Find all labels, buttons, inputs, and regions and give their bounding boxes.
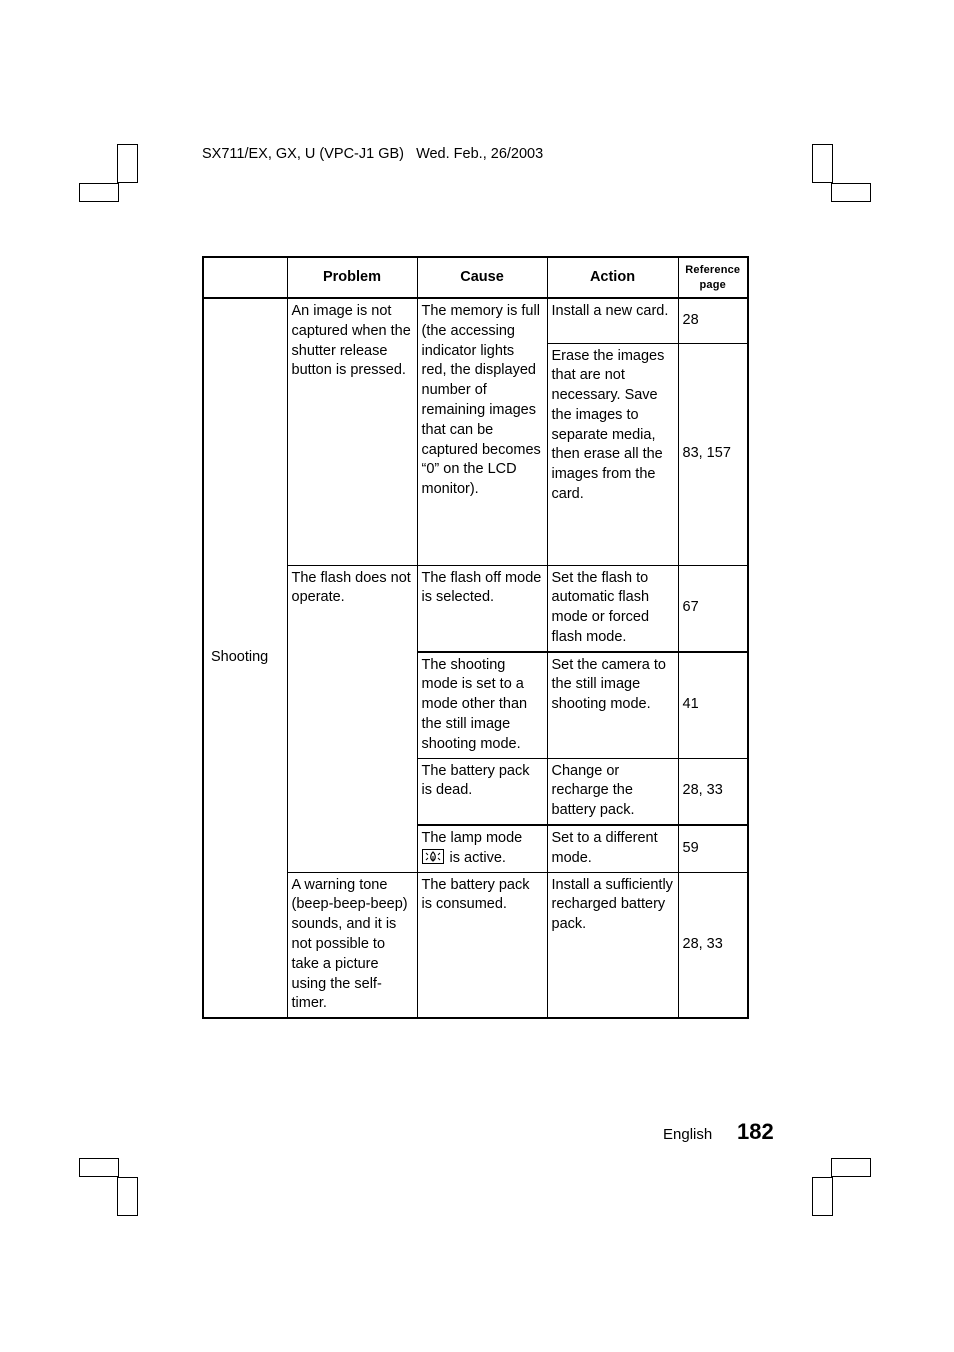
cause-cell (417, 825, 547, 872)
action-cell: Set the flash to automatic flash mode or forced flash mode. (547, 565, 678, 652)
troubleshooting-table (202, 256, 749, 1019)
crop-mark (79, 1158, 119, 1177)
cause-cell: The battery pack is consumed. (417, 872, 547, 1018)
problem-column-header: Problem (287, 257, 417, 298)
crop-mark (831, 183, 871, 202)
reference-page-cell: 59 (678, 825, 748, 872)
crop-mark (812, 1177, 833, 1216)
action-cell: Change or recharge the battery pack. (547, 758, 678, 825)
cause-cell: The shooting mode is set to a mode other than the still image shooting mode. (417, 652, 547, 758)
cause-cell: The flash off mode is selected. (417, 565, 547, 652)
page-number: 182 (737, 1119, 774, 1144)
reference-page-column-header: Reference page (678, 257, 748, 298)
table-row (203, 298, 748, 343)
category-header-cell (203, 257, 287, 298)
reference-page-cell: 83, 157 (678, 343, 748, 565)
cause-cell: The battery pack is dead. (417, 758, 547, 825)
problem-cell: The flash does not operate. (287, 565, 417, 872)
reference-page-cell: 28, 33 (678, 872, 748, 1018)
problem-cell: An image is not captured when the shutter release button is pressed. (287, 298, 417, 565)
document-header: SX711/EX, GX, U (VPC-J1 GB) Wed. Feb., 26/2003 (202, 146, 544, 162)
lamp-mode-icon (422, 849, 444, 864)
reference-page-cell: 41 (678, 652, 748, 758)
action-cell: Set the camera to the still image shooting mode. (547, 652, 678, 758)
problem-cell: A warning tone (beep-beep-beep) sounds, and it is not possible to take a picture using the self-timer. (287, 872, 417, 1018)
crop-mark (79, 183, 119, 202)
table-header-row (203, 257, 748, 298)
crop-mark (117, 1177, 138, 1216)
cause-text-suffix: is active. (445, 849, 506, 866)
crop-mark (831, 1158, 871, 1177)
crop-mark (117, 144, 138, 183)
reference-page-cell: 28, 33 (678, 758, 748, 825)
cause-text-prefix: The lamp mode (421, 830, 523, 847)
crop-mark (812, 144, 833, 183)
category-shooting: Shooting (203, 298, 287, 1018)
action-cell: Set to a different mode. (547, 825, 678, 872)
reference-page-cell: 67 (678, 565, 748, 652)
action-cell: Install a sufficiently recharged battery pack. (547, 872, 678, 1018)
cause-cell: The memory is full (the accessing indicator lights red, the displayed number of remaining images that can be captured becomes “0” on the LCD monitor). (417, 298, 547, 565)
action-cell: Erase the images that are not necessary. Save the images to separate media, then erase all the images from the card. (547, 343, 678, 565)
footer-language: English (663, 1126, 713, 1143)
action-cell: Install a new card. (547, 298, 678, 343)
reference-page-cell: 28 (678, 298, 748, 343)
cause-column-header: Cause (417, 257, 547, 298)
action-column-header: Action (547, 257, 678, 298)
